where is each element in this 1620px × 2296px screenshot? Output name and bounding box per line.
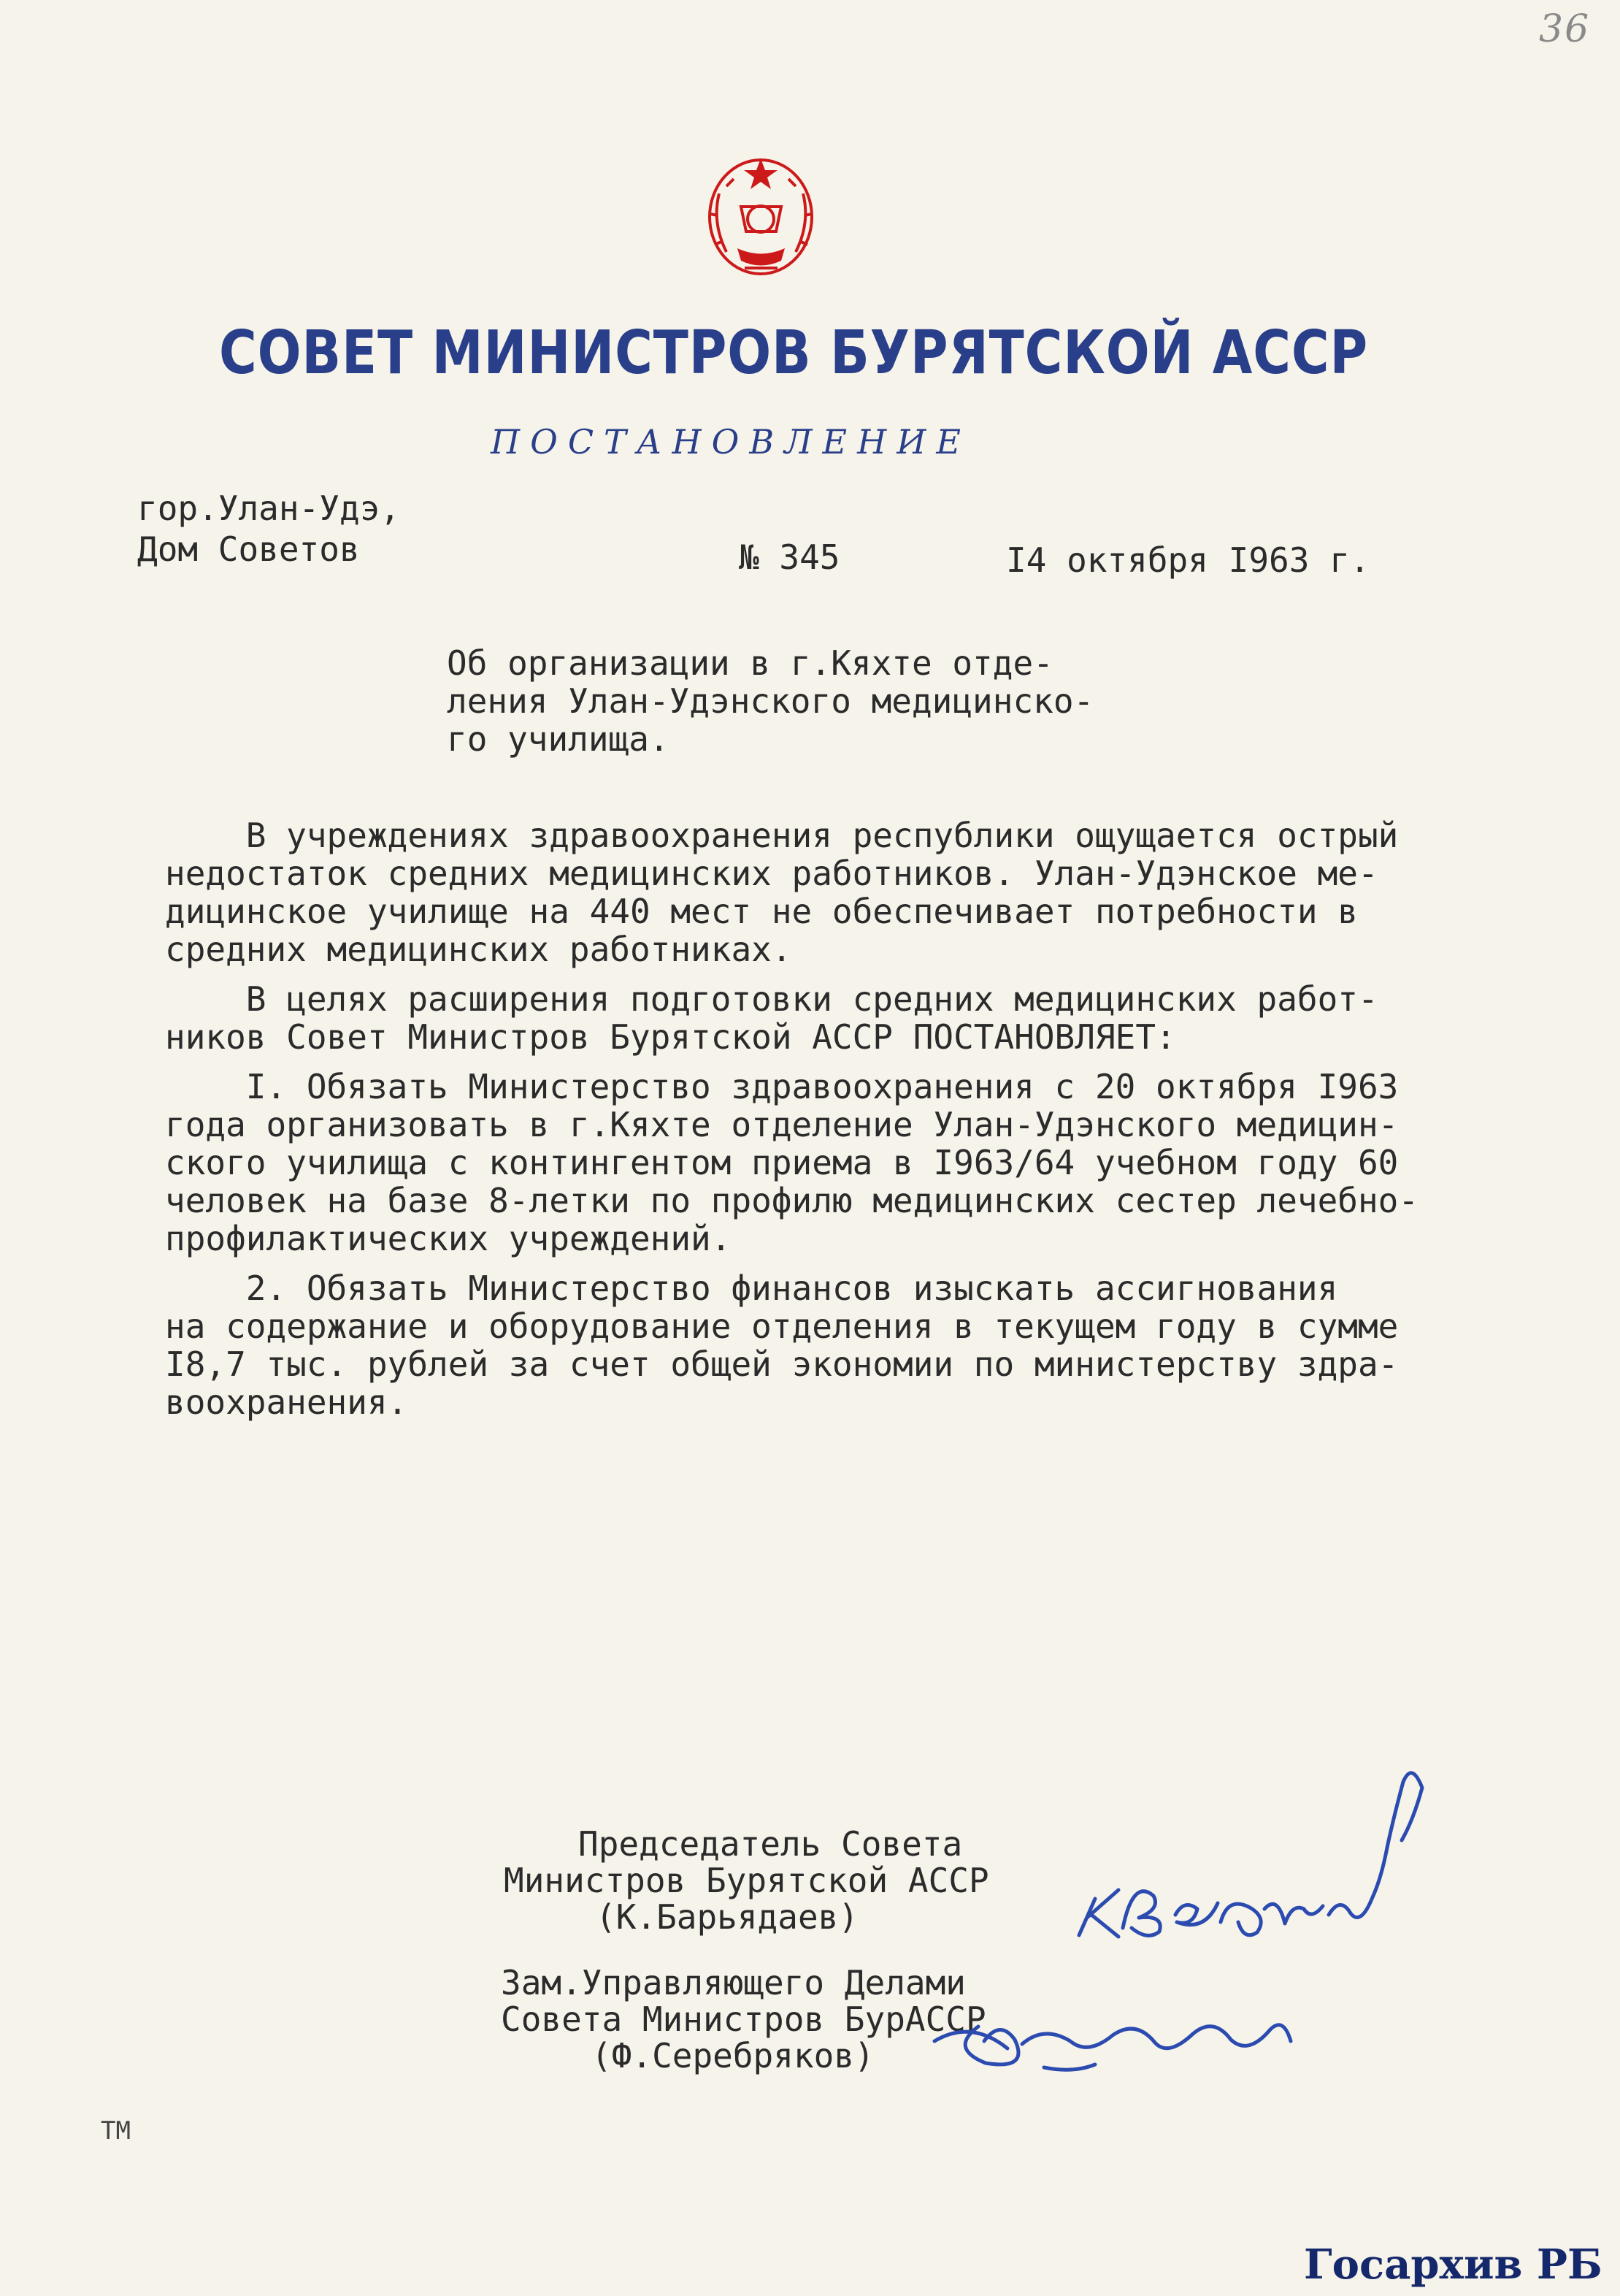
- typist-mark: ТМ: [101, 2116, 131, 2146]
- body-line: В учреждениях здравоохранения республики ощущается острый: [165, 816, 1399, 855]
- body-line: воохранения.: [165, 1382, 408, 1422]
- place-building: Дом Советов: [137, 529, 360, 569]
- council-title: СОВЕТ МИНИСТРОВ БУРЯТСКОЙ АССР: [219, 318, 1369, 388]
- body-line: года организовать в г.Кяхте отделение Улан-Удэнского медицин-: [165, 1105, 1399, 1144]
- place-of-issue: [137, 488, 400, 570]
- body-line: недостаток средних медицинских работников. Улан-Удэнское ме-: [165, 854, 1378, 893]
- signatory-line: Председатель Совета: [578, 1824, 963, 1864]
- signatory-line: Совета Министров БурАССР: [501, 2000, 986, 2039]
- body-line: 2. Обязать Министерство финансов изыскать ассигнования: [165, 1268, 1338, 1308]
- signatory-line: Зам.Управляющего Делами: [501, 1963, 966, 2002]
- body-line: человек на базе 8-летки по профилю медицинских сестер лечебно-: [165, 1181, 1419, 1220]
- body-line: ского училища с контингентом приема в I963/64 учебном году 60: [165, 1143, 1399, 1182]
- signatory-line: (К.Барьядаев): [596, 1897, 859, 1937]
- place-city: гор.Улан-Удэ,: [137, 489, 401, 528]
- handwritten-signature: [927, 1997, 1300, 2100]
- archive-stamp: Госархив РБ: [1304, 2240, 1602, 2289]
- body-line: профилактических учреждений.: [165, 1219, 732, 1258]
- signatory-line: (Ф.Серебряков): [591, 2036, 875, 2075]
- signatory-deputy: [501, 1964, 986, 2074]
- resolution-body: [165, 816, 1419, 1421]
- resolution-number: № 345: [739, 537, 840, 577]
- page-number: 36: [1539, 7, 1591, 51]
- body-line: средних медицинских работниках.: [165, 930, 792, 969]
- handwritten-signature: [1066, 1753, 1446, 1943]
- signatory-chairman: [504, 1826, 989, 1935]
- resolution-subject: [447, 644, 1094, 758]
- body-line: на содержание и оборудование отделения в текущем году в сумме: [165, 1306, 1399, 1346]
- body-line: ников Совет Министров Бурятской АССР ПОСТАНОВЛЯЕТ:: [165, 1017, 1176, 1057]
- body-line: I8,7 тыс. рублей за счет общей экономии по министерству здра-: [165, 1344, 1399, 1384]
- body-line: дицинское училище на 440 мест не обеспечивает потребности в: [165, 892, 1358, 931]
- subject-line: ления Улан-Удэнского медицинско-: [447, 681, 1094, 721]
- subject-line: го училища.: [447, 719, 669, 759]
- body-line: В целях расширения подготовки средних медицинских работ-: [165, 979, 1378, 1019]
- coat-of-arms-icon: [697, 150, 825, 288]
- signatory-line: Министров Бурятской АССР: [504, 1861, 989, 1900]
- document-type: ПОСТАНОВЛЕНИЕ: [491, 422, 971, 462]
- body-line: I. Обязать Министерство здравоохранения с 20 октября I963: [165, 1067, 1399, 1106]
- resolution-date: I4 октября I963 г.: [1006, 540, 1370, 580]
- subject-line: Об организации в г.Кяхте отде-: [447, 643, 1053, 683]
